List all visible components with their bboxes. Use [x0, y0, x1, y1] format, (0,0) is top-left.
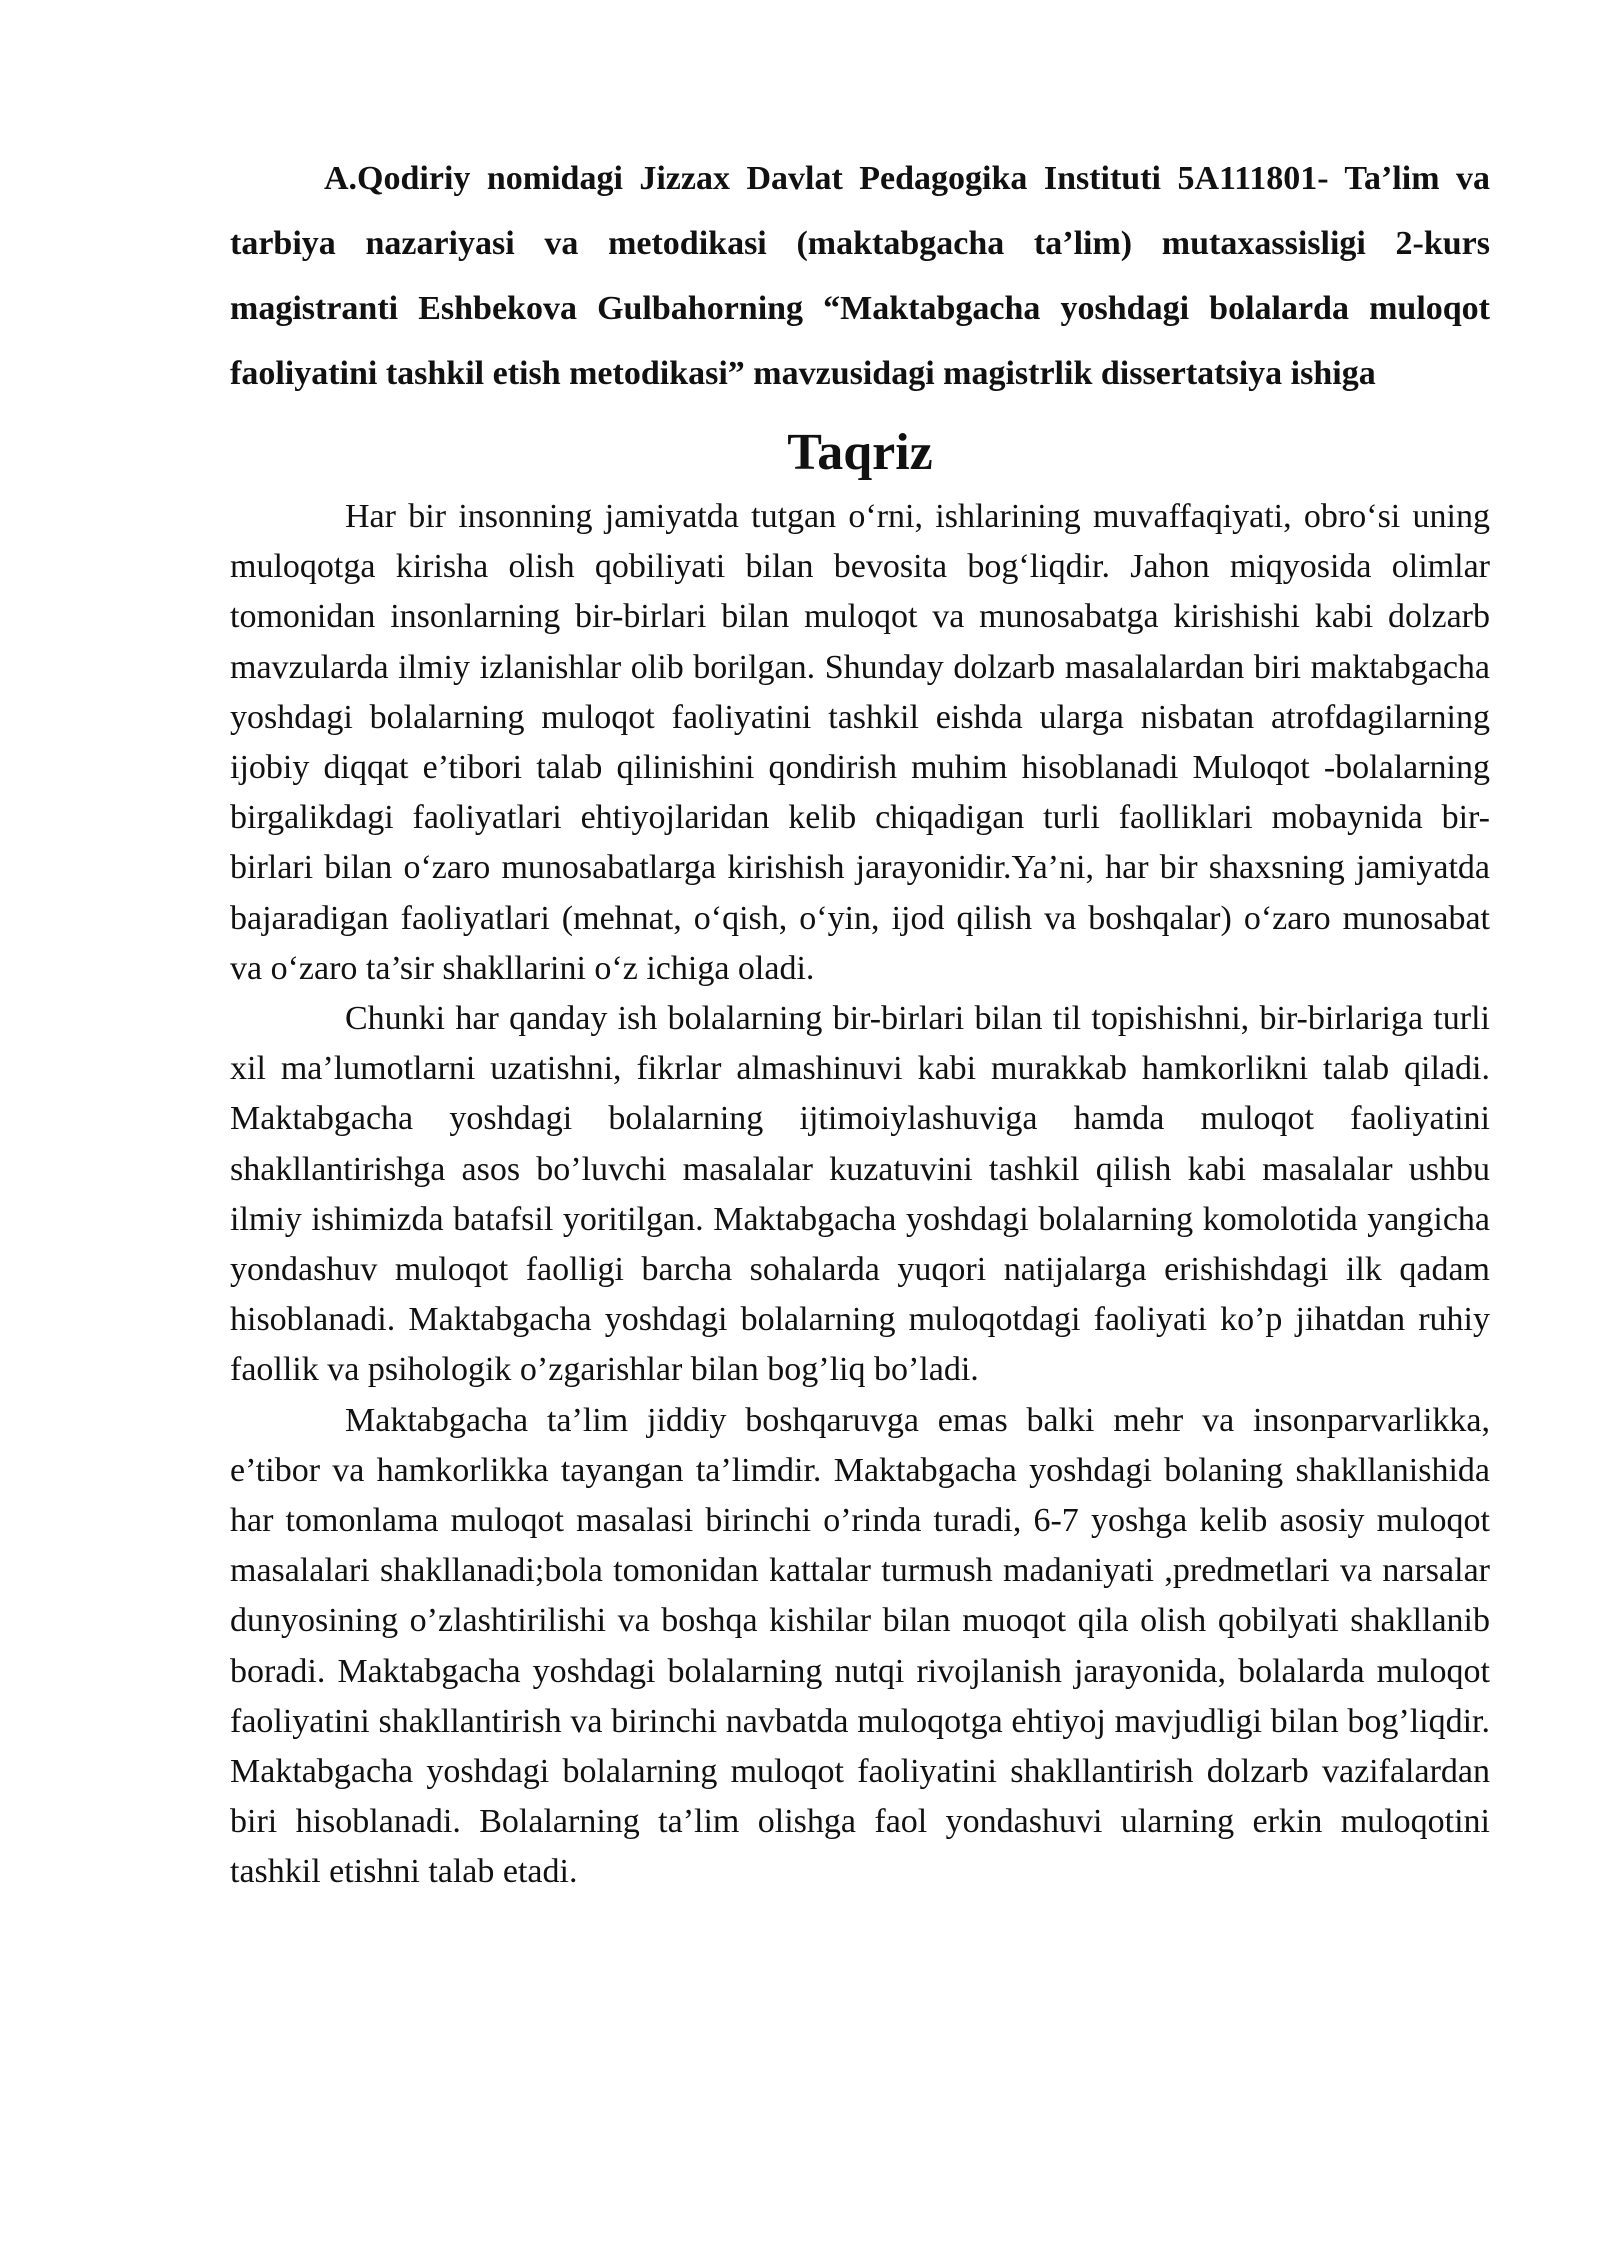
document-body	[230, 146, 1490, 1898]
paragraph-2: Chunki har qanday ish bolalarning bir-birlari bilan til topishishni, bir-birlariga turli xil ma’lumotlarni uzatishni, fikrlar almashinuvi kabi murakkab hamkorlikni talab qiladi. Maktabgacha yoshdagi bolalarning ijtimoiylashuviga hamda muloqot faoliyatini shakllantirishga asos bo’luvchi masalalar kuzatuvini tashkil qilish kabi masalalar ushbu ilmiy ishimizda batafsil yoritilgan. Maktabgacha yoshdagi bolalarning komolotida yangicha yondashuv muloqot faolligi barcha sohalarda yuqori natijalarga erishishdagi ilk qadam hisoblanadi. Maktabgacha yoshdagi bolalarning muloqotdagi faoliyati ko’p jihatdan ruhiy faollik va psihologik o’zgarishlar bilan bog’liq bo’ladi.	[230, 1000, 1490, 1389]
document-heading: A.Qodiriy nomidagi Jizzax Davlat Pedagogika Instituti 5A111801- Ta’lim va tarbiya nazariyasi va metodikasi (maktabgacha ta’lim) mutaxassisligi 2-kurs magistranti Eshbekova Gulbahorning “Maktabgacha yoshdagi bolalarda muloqot faoliyatini tashkil etish metodikasi” mavzusidagi magistrlik dissertatsiya ishiga	[230, 160, 1490, 392]
paragraph-3: Maktabgacha ta’lim jiddiy boshqaruvga emas balki mehr va insonparvarlikka, e’tibor va hamkorlikka tayangan ta’limdir. Maktabgacha yoshdagi bolaning shakllanishida har tomonlama muloqot masalasi birinchi o’rinda turadi, 6-7 yoshga kelib asosiy muloqot masalalari shakllanadi;bola tomonidan kattalar turmush madaniyati ,predmetlari va narsalar dunyosining o’zlashtirilishi va boshqa kishilar bilan muoqot qila olish qobilyati shakllanib boradi. Maktabgacha yoshdagi bolalarning nutqi rivojlanish jarayonida, bolalarda muloqot faoliyatini shakllantirish va birinchi navbatda muloqotga ehtiyoj mavjudligi bilan bog’liqdir. Maktabgacha yoshdagi bolalarning muloqot faoliyatini shakllantirish dolzarb vazifalardan biri hisoblanadi. Bolalarning ta’lim olishga faol yondashuvi ularning erkin muloqotini tashkil etishni talab etadi.	[230, 1401, 1490, 1891]
paragraph-1: Har bir insonning jamiyatda tutgan o‘rni, ishlarining muvaffaqiyati, obro‘si uning muloqotga kirisha olish qobiliyati bilan bevosita bog‘liqdir. Jahon miqyosida olimlar tomonidan insonlarning bir-birlari bilan muloqot va munosabatga kirishishi kabi dolzarb mavzularda ilmiy izlanishlar olib borilgan. Shunday dolzarb masalalardan biri maktabgacha yoshdagi bolalarning muloqot faoliyatini tashkil eishda ularga nisbatan atrofdagilarning ijobiy diqqat e’tibori talab qilinishini qondirish muhim hisoblanadi Muloqot -bolalarning birgalikdagi faoliyatlari ehtiyojlaridan kelib chiqadigan turli faolliklari mobaynida bir-birlari bilan o‘zaro munosabatlarga kirishish jarayonidir.Ya’ni, har bir shaxsning jamiyatda bajaradigan faoliyatlari (mehnat, o‘qish, o‘yin, ijod qilish va boshqalar) o‘zaro munosabat va o‘zaro ta’sir shakllarini o‘z ichiga oladi.	[230, 498, 1490, 987]
document-title: Taqriz	[787, 424, 933, 481]
